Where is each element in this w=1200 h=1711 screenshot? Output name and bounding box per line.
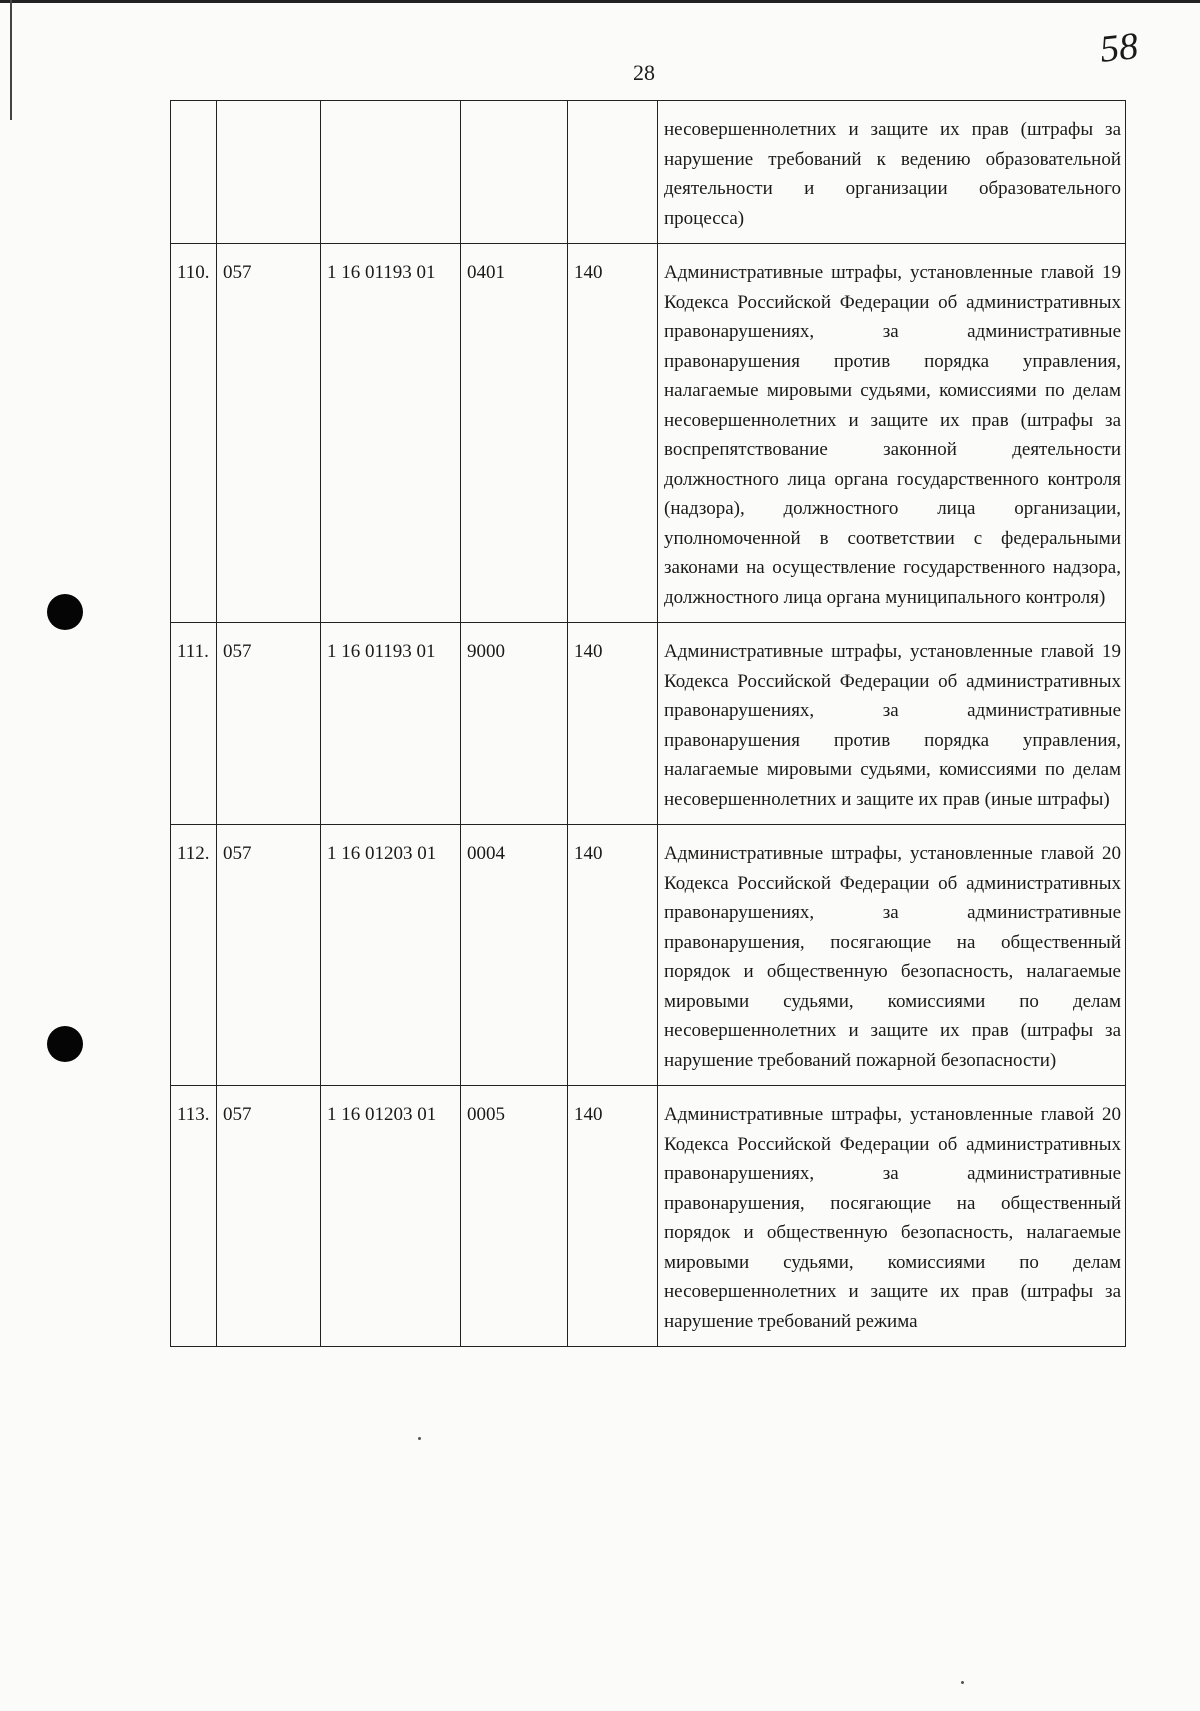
table-row xyxy=(171,1086,1126,1347)
row-number-cell: 113. xyxy=(171,1086,217,1347)
description-cell: Административные штрафы, установленные главой 20 Кодекса Российской Федерации об административных правонарушениях, за административные правонарушения, посягающие на общественный порядок и общественную безопасность, налагаемые мировыми судьями, комиссиями по делам несовершеннолетних и защите их прав (штрафы за нарушение требований пожарной безопасности) xyxy=(658,825,1126,1086)
kosgu-code-cell: 140 xyxy=(568,244,658,623)
row-number-cell: 111. xyxy=(171,623,217,825)
punch-hole xyxy=(47,1026,83,1062)
kbk-code-cell: 1 16 01193 01 xyxy=(321,623,461,825)
admin-code-cell xyxy=(217,101,321,244)
subtype-code-cell: 0004 xyxy=(461,825,568,1086)
table-row xyxy=(171,244,1126,623)
table-row xyxy=(171,623,1126,825)
admin-code-cell: 057 xyxy=(217,825,321,1086)
kosgu-code-cell xyxy=(568,101,658,244)
punch-hole xyxy=(47,594,83,630)
scan-speck xyxy=(418,1437,421,1440)
kbk-code-cell xyxy=(321,101,461,244)
revenue-codes-table xyxy=(170,100,1126,1347)
row-number-cell: 112. xyxy=(171,825,217,1086)
table-row xyxy=(171,825,1126,1086)
admin-code-cell: 057 xyxy=(217,1086,321,1347)
kosgu-code-cell: 140 xyxy=(568,825,658,1086)
description-cell: несовершеннолетних и защите их прав (штрафы за нарушение требований к ведению образовательной деятельности и организации образовательного процесса) xyxy=(658,101,1126,244)
subtype-code-cell: 9000 xyxy=(461,623,568,825)
subtype-code-cell xyxy=(461,101,568,244)
kosgu-code-cell: 140 xyxy=(568,623,658,825)
scan-left-edge xyxy=(10,0,12,120)
admin-code-cell: 057 xyxy=(217,623,321,825)
subtype-code-cell: 0401 xyxy=(461,244,568,623)
kbk-code-cell: 1 16 01203 01 xyxy=(321,1086,461,1347)
kosgu-code-cell: 140 xyxy=(568,1086,658,1347)
subtype-code-cell: 0005 xyxy=(461,1086,568,1347)
page-number: 28 xyxy=(633,60,655,85)
handwritten-sheet-number: 58 xyxy=(1097,25,1141,71)
description-cell: Административные штрафы, установленные главой 20 Кодекса Российской Федерации об административных правонарушениях, за административные правонарушения, посягающие на общественный порядок и общественную безопасность, налагаемые мировыми судьями, комиссиями по делам несовершеннолетних и защите их прав (штрафы за нарушение требований режима xyxy=(658,1086,1126,1347)
description-cell: Административные штрафы, установленные главой 19 Кодекса Российской Федерации об административных правонарушениях, за административные правонарушения против порядка управления, налагаемые мировыми судьями, комиссиями по делам несовершеннолетних и защите их прав (иные штрафы) xyxy=(658,623,1126,825)
scan-speck xyxy=(961,1681,964,1684)
admin-code-cell: 057 xyxy=(217,244,321,623)
kbk-code-cell: 1 16 01203 01 xyxy=(321,825,461,1086)
scan-top-edge xyxy=(0,0,1200,3)
table-row xyxy=(171,101,1126,244)
row-number-cell xyxy=(171,101,217,244)
description-cell: Административные штрафы, установленные главой 19 Кодекса Российской Федерации об административных правонарушениях, за административные правонарушения против порядка управления, налагаемые мировыми судьями, комиссиями по делам несовершеннолетних и защите их прав (штрафы за воспрепятствование законной деятельности должностного лица органа государственного контроля (надзора), должностного лица организации, уполномоченной в соответствии с федеральными законами на осуществление государственного надзора, должностного лица органа муниципального контроля) xyxy=(658,244,1126,623)
kbk-code-cell: 1 16 01193 01 xyxy=(321,244,461,623)
row-number-cell: 110. xyxy=(171,244,217,623)
